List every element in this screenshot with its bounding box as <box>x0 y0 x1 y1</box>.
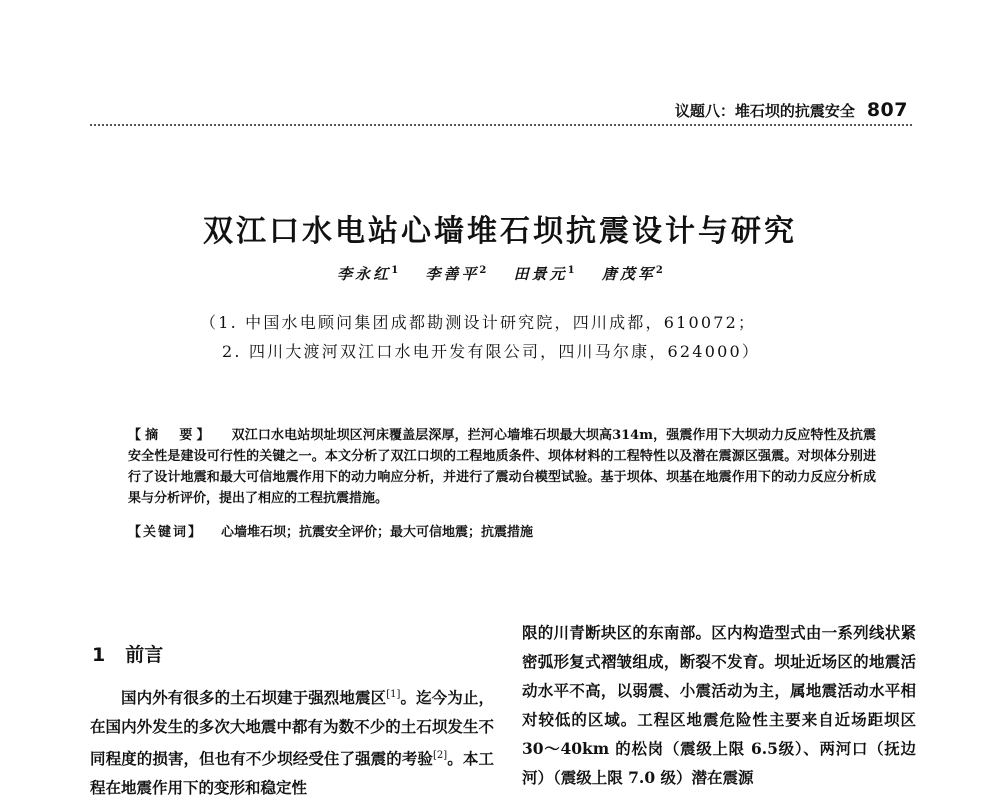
author: 李永红$^1$ <box>337 265 399 283</box>
affiliation-line: （1. 中国水电顾问集团成都勘测设计研究院，四川成都，610072； <box>200 313 757 332</box>
author: 唐茂军$^2$ <box>601 265 663 283</box>
section-title: 前言 <box>125 644 164 666</box>
abstract <box>128 425 876 509</box>
citation: [1] <box>386 689 401 700</box>
header-dotted-rule <box>90 124 912 126</box>
citation: [2] <box>433 750 448 762</box>
running-header <box>675 99 908 121</box>
body-right-column: 限的川青断块区的东南部。区内构造型式由一系列线状紧密弧形复式褶皱组成，断裂不发育。坝址近场区的地震活动水平不高，以弱震、小震活动为主，属地震活动水平相对较低的区域。工程区地震危险性主要来自近场距坝区 30～40km 的松岗（震级上限 6.5级）、两河口（抚边河）（震级上限 7.0 级）潜在震源 <box>522 623 916 787</box>
paper-title: 双江口水电站心墙堆石坝抗震设计与研究 <box>203 214 797 249</box>
keywords-text: 心墙堆石坝；抗震安全评价；最大可信地震；抗震措施 <box>221 525 534 540</box>
author: 李善平$^2$ <box>425 265 487 283</box>
keywords <box>128 521 533 540</box>
abstract-label: 【摘 要】 <box>128 428 214 443</box>
keywords-label: 【关键词】 <box>128 525 204 540</box>
affiliation-line: 2. 四川大渡河双江口水电开发有限公司，四川马尔康，624000） <box>222 342 761 361</box>
author-list <box>0 263 1000 284</box>
author: 田景元$^1$ <box>513 265 575 283</box>
body-left-column: 国内外有很多的土石坝建于强烈地震区[1]。迄今为止，在国内外发生的多次大地震中都有为数不少的土石坝发生不同程度的损害，但也有不少坝经受住了强震的考验[2]。本工程在地震作用下的变形和稳定性 <box>90 688 494 798</box>
header-section-title: 议题八：堆石坝的抗震安全 <box>674 102 855 120</box>
abstract-text: 双江口水电站坝址坝区河床覆盖层深厚，拦河心墙堆石坝最大坝高314m，强震作用下大坝动力反应特性及抗震安全性是建设可行性的关键之一。本文分析了双江口坝的工程地质条件、坝体材料的工程特性以及潜在震源区强震。对坝体分别进行了设计地震和最大可信地震作用下的动力响应分析，并进行了震动台模型试验。基于坝体、坝基在地震作用下的动力反应分析成果与分析评价，提出了相应的工程抗震措施。 <box>128 428 876 506</box>
section-heading <box>92 640 163 667</box>
page-number: 807 <box>866 99 908 121</box>
section-number: 1 <box>92 644 106 666</box>
